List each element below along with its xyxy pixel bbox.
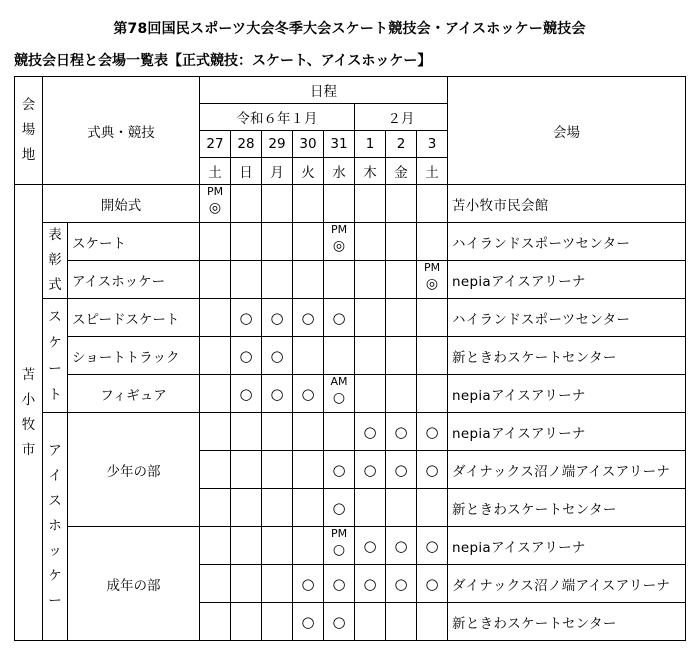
venue-cell: nepiaアイスアリーナ (448, 413, 686, 451)
table-row (15, 261, 686, 299)
schedule-cell (386, 451, 417, 489)
schedule-cell (417, 413, 448, 451)
group-char: ア (48, 443, 62, 459)
competition-mark: ○ (301, 574, 315, 593)
header-weekday: 月 (262, 158, 293, 185)
competition-mark: ○ (394, 422, 408, 441)
schedule-cell (200, 223, 231, 261)
competition-mark: ○ (270, 346, 284, 365)
schedule-cell (417, 603, 448, 641)
group-char: ト (48, 386, 62, 403)
header-weekday: 金 (386, 158, 417, 185)
schedule-cell (262, 299, 293, 337)
header-date: 2 (386, 131, 417, 158)
session-time-label: PM (206, 185, 224, 198)
header-weekday: 日 (231, 158, 262, 185)
schedule-cell (417, 489, 448, 527)
session-time-label: AM (330, 375, 348, 388)
competition-mark: ○ (394, 574, 408, 593)
schedule-cell (355, 375, 386, 413)
header-date: 28 (231, 131, 262, 158)
schedule-cell (324, 413, 355, 451)
competition-mark: ○ (270, 384, 284, 403)
region-char: 小 (21, 391, 36, 408)
schedule-cell (293, 527, 324, 565)
header-venue: 会場 (448, 77, 686, 185)
ceremony-mark: ◎ (332, 238, 346, 254)
schedule-cell (262, 261, 293, 299)
header-weekday: 水 (324, 158, 355, 185)
event-label: 少年の部 (68, 413, 200, 527)
schedule-cell (231, 223, 262, 261)
competition-mark: ○ (425, 574, 439, 593)
schedule-cell (417, 299, 448, 337)
competition-mark: ○ (239, 308, 253, 327)
schedule-cell (293, 223, 324, 261)
schedule-cell (293, 489, 324, 527)
table-row (15, 375, 686, 413)
group-char: ケ (48, 568, 62, 584)
event-label: アイスホッケー (68, 261, 200, 299)
competition-mark: ○ (425, 422, 439, 441)
schedule-cell (355, 489, 386, 527)
schedule-cell (200, 299, 231, 337)
schedule-cell (355, 565, 386, 603)
schedule-cell (417, 185, 448, 223)
header-date: 1 (355, 131, 386, 158)
schedule-cell (200, 451, 231, 489)
schedule-cell (200, 603, 231, 641)
schedule-cell (324, 185, 355, 223)
schedule-cell (355, 261, 386, 299)
schedule-cell (262, 565, 293, 603)
competition-mark: ○ (239, 346, 253, 365)
venue-cell: 苫小牧市民会館 (448, 185, 686, 223)
schedule-cell (355, 451, 386, 489)
session-time-label: PM (330, 527, 348, 540)
venue-cell: 新ときわスケートセンター (448, 337, 686, 375)
region-char: 牧 (21, 416, 36, 433)
table-row (15, 413, 686, 451)
header-region-char: 会 (21, 97, 36, 113)
competition-mark: ○ (363, 422, 377, 441)
header-date: 30 (293, 131, 324, 158)
header-weekday: 火 (293, 158, 324, 185)
header-weekday: 土 (200, 158, 231, 185)
group-char: 式 (48, 277, 62, 293)
document-subtitle: 競技会日程と会場一覧表【正式競技：スケート、アイスホッケー】 (14, 53, 432, 69)
event-label: 開始式 (43, 185, 200, 223)
header-region-text (15, 93, 42, 168)
group-char: ホ (48, 518, 62, 534)
competition-mark: ○ (332, 574, 346, 593)
schedule-cell (231, 261, 262, 299)
header-weekday: 土 (417, 158, 448, 185)
venue-cell: ダイナックス沼ノ端アイスアリーナ (448, 451, 686, 489)
schedule-cell (293, 413, 324, 451)
event-label: スケート (68, 223, 200, 261)
schedule-cell (200, 337, 231, 375)
schedule-cell (200, 413, 231, 451)
group-char: ッ (48, 543, 62, 559)
venue-cell: ハイランドスポーツセンター (448, 299, 686, 337)
schedule-cell (417, 527, 448, 565)
schedule-cell (293, 261, 324, 299)
schedule-cell (200, 261, 231, 299)
group-hockey-text (43, 439, 67, 614)
schedule-cell (262, 489, 293, 527)
schedule-cell (262, 603, 293, 641)
session-time-label: PM (330, 223, 348, 236)
schedule-cell (231, 337, 262, 375)
schedule-cell (231, 413, 262, 451)
schedule-cell (262, 375, 293, 413)
group-char: ー (48, 593, 62, 609)
table-row (15, 185, 686, 223)
group-char: 表 (48, 227, 62, 243)
venue-cell: 新ときわスケートセンター (448, 489, 686, 527)
competition-mark: ○ (301, 612, 315, 631)
schedule-cell (200, 185, 231, 223)
competition-mark: ○ (332, 612, 346, 631)
schedule-cell (262, 337, 293, 375)
competition-mark: ○ (394, 536, 408, 555)
event-label: 成年の部 (68, 527, 200, 641)
schedule-cell (324, 223, 355, 261)
header-date: 31 (324, 131, 355, 158)
venue-cell: 新ときわスケートセンター (448, 603, 686, 641)
schedule-cell (417, 337, 448, 375)
schedule-cell (324, 261, 355, 299)
group-char: ス (48, 493, 62, 509)
schedule-cell (417, 451, 448, 489)
schedule-cell (324, 489, 355, 527)
competition-mark: ○ (301, 384, 315, 403)
schedule-cell (200, 527, 231, 565)
venue-cell: ダイナックス沼ノ端アイスアリーナ (448, 565, 686, 603)
table-row (15, 337, 686, 375)
schedule-cell (231, 185, 262, 223)
competition-mark: ○ (332, 542, 346, 558)
header-schedule: 日程 (200, 77, 448, 104)
schedule-cell (293, 603, 324, 641)
schedule-cell (262, 527, 293, 565)
ceremony-mark: ◎ (425, 276, 439, 292)
schedule-cell (386, 489, 417, 527)
event-label: スピードスケート (68, 299, 200, 337)
header-region-char: 地 (21, 147, 36, 163)
region-tomakomai-text (15, 363, 42, 463)
schedule-cell (262, 451, 293, 489)
schedule-cell (355, 527, 386, 565)
schedule-cell (231, 299, 262, 337)
ceremony-mark: ◎ (208, 200, 222, 216)
header-weekday: 木 (355, 158, 386, 185)
schedule-cell (386, 223, 417, 261)
competition-mark: ○ (301, 308, 315, 327)
schedule-cell (417, 565, 448, 603)
schedule-cell (386, 603, 417, 641)
schedule-cell (355, 603, 386, 641)
competition-mark: ○ (332, 390, 346, 406)
competition-mark: ○ (332, 308, 346, 327)
venue-cell: ハイランドスポーツセンター (448, 223, 686, 261)
schedule-cell (200, 489, 231, 527)
header-month-january: 令和６年１月 (200, 104, 355, 131)
schedule-cell (262, 413, 293, 451)
session-time-label: PM (423, 261, 441, 274)
competition-mark: ○ (363, 536, 377, 555)
competition-mark: ○ (270, 308, 284, 327)
schedule-cell (293, 451, 324, 489)
schedule-cell (386, 527, 417, 565)
table-row (15, 527, 686, 565)
schedule-cell (293, 375, 324, 413)
schedule-cell (231, 565, 262, 603)
schedule-cell (355, 413, 386, 451)
competition-mark: ○ (363, 574, 377, 593)
region-char: 市 (21, 441, 36, 458)
group-char: ケ (48, 334, 62, 351)
schedule-cell (324, 527, 355, 565)
schedule-cell (324, 565, 355, 603)
header-date: 29 (262, 131, 293, 158)
schedule-cell (386, 261, 417, 299)
header-region-char: 場 (21, 122, 36, 138)
document-title: 第78回国民スポーツ大会冬季大会スケート競技会・アイスホッケー競技会 (113, 21, 586, 37)
schedule-cell (293, 337, 324, 375)
schedule-cell (355, 299, 386, 337)
schedule-cell (231, 603, 262, 641)
venue-cell: nepiaアイスアリーナ (448, 261, 686, 299)
schedule-cell (386, 299, 417, 337)
table-row (15, 223, 686, 261)
table-row (15, 299, 686, 337)
schedule-cell (200, 375, 231, 413)
schedule-cell (231, 527, 262, 565)
schedule-cell (262, 185, 293, 223)
header-month-february: ２月 (355, 104, 448, 131)
venue-cell: nepiaアイスアリーナ (448, 375, 686, 413)
event-label: ショートトラック (68, 337, 200, 375)
header-region (15, 77, 43, 185)
region-tomakomai (15, 185, 43, 641)
region-char: 苫 (21, 366, 36, 383)
schedule-cell (355, 337, 386, 375)
group-hockey (43, 413, 68, 641)
schedule-cell (231, 375, 262, 413)
schedule-cell (386, 375, 417, 413)
header-date: 3 (417, 131, 448, 158)
competition-mark: ○ (239, 384, 253, 403)
venue-cell: nepiaアイスアリーナ (448, 527, 686, 565)
competition-mark: ○ (332, 498, 346, 517)
schedule-cell (417, 223, 448, 261)
schedule-cell (293, 565, 324, 603)
group-skate (43, 299, 68, 413)
schedule-cell (355, 185, 386, 223)
group-char: 彰 (48, 252, 62, 268)
group-award-text (43, 223, 67, 298)
competition-mark: ○ (425, 536, 439, 555)
group-char: ス (48, 308, 62, 325)
schedule-cell (417, 261, 448, 299)
group-skate-text (43, 304, 67, 408)
schedule-cell (386, 185, 417, 223)
schedule-cell (324, 337, 355, 375)
schedule-cell (231, 451, 262, 489)
header-date: 27 (200, 131, 231, 158)
group-char: ー (48, 360, 62, 377)
group-award (43, 223, 68, 299)
schedule-cell (355, 223, 386, 261)
competition-mark: ○ (363, 460, 377, 479)
schedule-cell (386, 413, 417, 451)
schedule-cell (231, 489, 262, 527)
schedule-cell (324, 451, 355, 489)
schedule-cell (293, 185, 324, 223)
schedule-cell (324, 603, 355, 641)
schedule-cell (324, 375, 355, 413)
schedule-cell (200, 565, 231, 603)
competition-mark: ○ (394, 460, 408, 479)
competition-mark: ○ (332, 460, 346, 479)
schedule-cell (386, 337, 417, 375)
schedule-table (14, 76, 686, 641)
event-label: フィギュア (68, 375, 200, 413)
header-event: 式典・競技 (43, 77, 200, 185)
competition-mark: ○ (425, 460, 439, 479)
schedule-cell (417, 375, 448, 413)
schedule-cell (324, 299, 355, 337)
schedule-cell (386, 565, 417, 603)
schedule-cell (262, 223, 293, 261)
schedule-cell (293, 299, 324, 337)
group-char: イ (48, 468, 62, 484)
